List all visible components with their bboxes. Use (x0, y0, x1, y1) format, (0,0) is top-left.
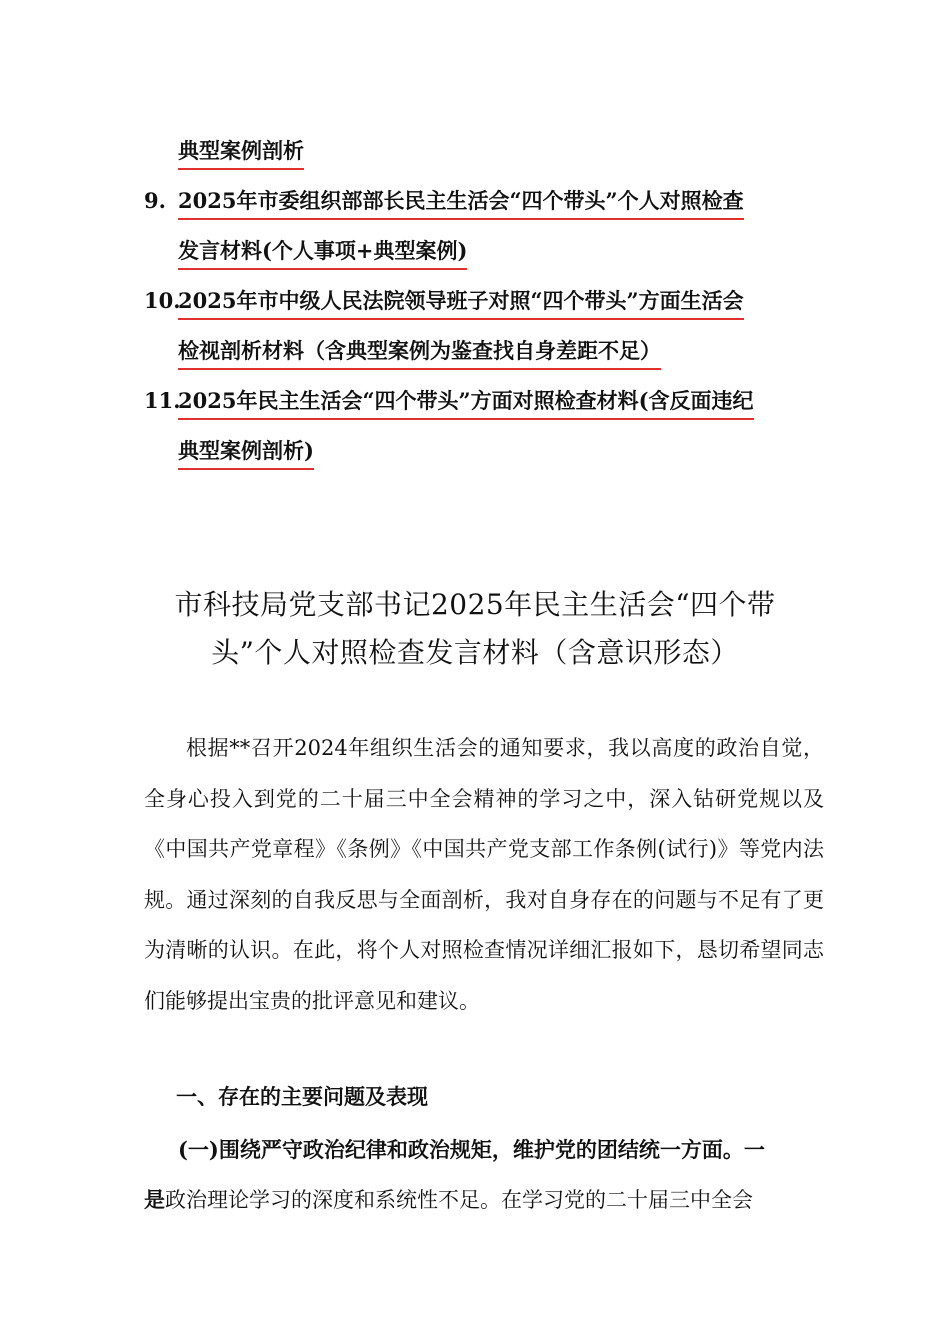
toc-item-11-link-text[interactable]: 2025年民主生活会“四个带头”方面对照检查材料(含反面违纪 (178, 386, 754, 420)
toc-item-11-number: 11. (144, 388, 181, 413)
subsection-lead-word: 是 (144, 1187, 165, 1212)
document-title-line-1: 市科技局党支部书记2025年民主生活会“四个带 (174, 588, 776, 621)
toc-item-11-line-2[interactable] (178, 436, 314, 470)
toc-item-9-line-1[interactable] (178, 186, 744, 220)
toc-item-9-link-text[interactable]: 2025年市委组织部部长民主生活会“四个带头”个人对照检查 (178, 186, 744, 220)
toc-item-10-number: 10. (144, 288, 181, 313)
intro-paragraph: 根据**召开2024年组织生活会的通知要求，我以高度的政治自觉，全身心投入到党的二十届三中全会精神的学习之中，深入钻研党规以及《中国共产党章程》《条例》《中国共产党支部工作条例(试行)》等党内法规。通过深刻的自我反思与全面剖析，我对自身存在的问题与不足有了更为清晰的认识。在此，将个人对照检查情况详细汇报如下，恳切希望同志们能够提出宝贵的批评意见和建议。 (144, 736, 824, 1013)
toc-item-11-link-text-cont[interactable]: 典型案例剖析) (178, 436, 314, 470)
toc-item-9-line-2[interactable] (178, 236, 467, 270)
toc-item-10-line-1[interactable] (178, 286, 744, 320)
toc-item-10-link-text[interactable]: 2025年市中级人民法院领导班子对照“四个带头”方面生活会 (178, 286, 744, 320)
toc-item-8-link-text[interactable]: 典型案例剖析 (178, 136, 304, 170)
toc-item-11-line-1[interactable] (178, 386, 754, 420)
toc-item-10-link-text-cont[interactable]: 检视剖析材料（含典型案例为鉴查找自身差距不足） (178, 336, 661, 370)
section-heading-1: 一、存在的主要问题及表现 (176, 1084, 428, 1109)
toc-item-9-link-text-cont[interactable]: 发言材料(个人事项+典型案例) (178, 236, 467, 270)
subsection-body-text: 政治理论学习的深度和系统性不足。在学习党的二十届三中全会 (165, 1188, 753, 1212)
toc-item-10-line-2[interactable] (178, 336, 661, 370)
subsection-body-line (144, 1175, 824, 1226)
document-title-line-2: 头”个人对照检查发言材料（含意识形态） (211, 636, 739, 669)
toc-item-8-continuation[interactable] (178, 136, 304, 170)
toc-item-9-number: 9. (144, 188, 166, 213)
subsection-heading-1: (一)围绕严守政治纪律和政治规矩，维护党的团结统一方面。一 (178, 1137, 765, 1162)
